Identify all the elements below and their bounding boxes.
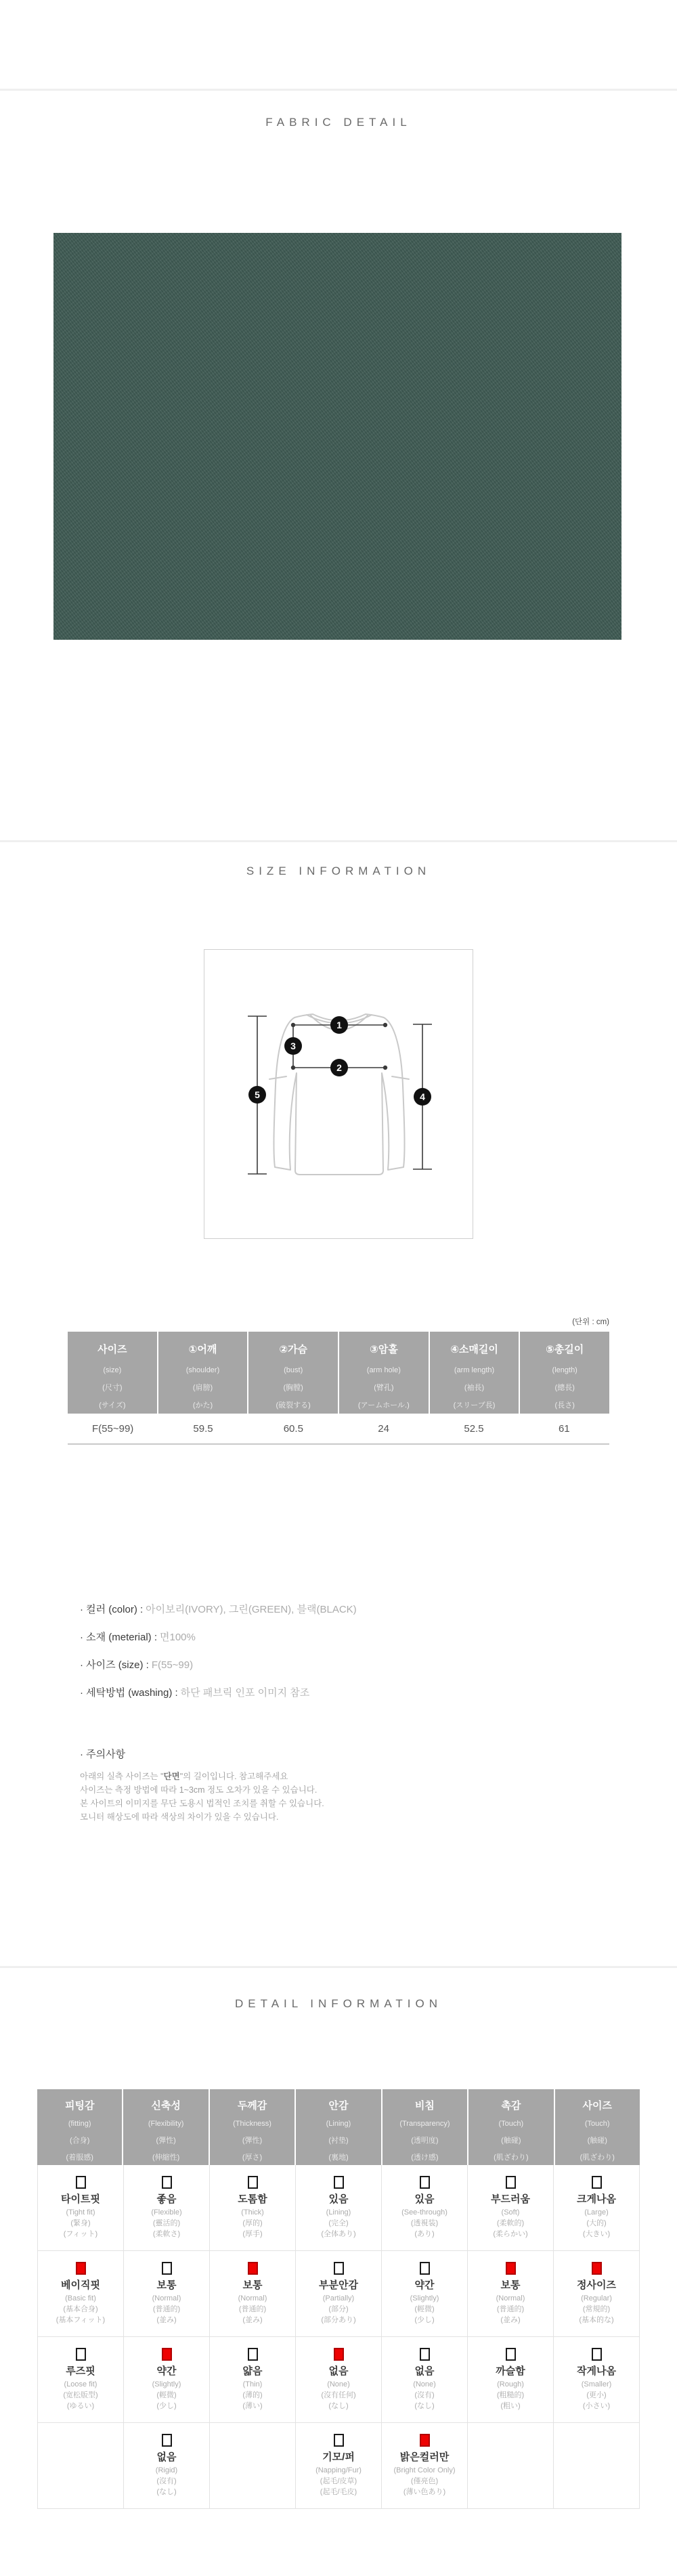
size-table-value: 60.5 [283, 1422, 303, 1435]
header-label-en: (bust) [284, 1366, 303, 1374]
header-label-jp: (サイズ) [99, 1401, 126, 1410]
option-label-jp: (なし) [328, 2402, 349, 2410]
option-label-cn: (柔軟的) [496, 2219, 525, 2227]
notice-line-bold: 단면 [163, 1772, 180, 1781]
option-label-ko: 약간 [156, 2365, 177, 2377]
header-label-cn: (彈性) [156, 2137, 176, 2145]
detail-table-cell [210, 2165, 296, 2250]
header-label-jp: (破裂する) [276, 1401, 311, 1410]
option-label-cn: (完全) [328, 2219, 349, 2227]
info-label: · 사이즈 (size) : [80, 1659, 149, 1671]
option-label-ko: 까슬함 [496, 2365, 525, 2377]
marker-3-label: 3 [290, 1041, 296, 1051]
header-label-ko: ④소매길이 [450, 1344, 498, 1355]
unit-note: (단위 : cm) [572, 1318, 609, 1326]
detail-header-cell [123, 2089, 208, 2165]
notice-line: 모니터 해상도에 따라 색상의 차이가 있을 수 있습니다. [80, 1812, 279, 1822]
size-information-heading: SIZE INFORMATION [246, 865, 431, 877]
marker-4-label: 4 [420, 1091, 425, 1102]
option-label-en: (None) [413, 2380, 436, 2388]
option-label-en: (Loose fit) [64, 2380, 97, 2388]
checkbox-icon [420, 2348, 430, 2361]
detail-table-cell [382, 2423, 468, 2508]
checkbox-icon [248, 2348, 258, 2361]
option-label-cn: (粗糙的) [496, 2391, 525, 2399]
option-label-cn: (常規的) [582, 2305, 611, 2313]
detail-header-cell [210, 2089, 294, 2165]
header-label-en: (Transparency) [399, 2120, 450, 2128]
detail-table-row [38, 2250, 639, 2336]
header-label-cn: (透明度) [411, 2137, 439, 2145]
option-label-jp: (小さい) [582, 2402, 611, 2410]
detail-table-cell [554, 2251, 639, 2336]
option-label-cn: (薄的) [242, 2391, 263, 2399]
option-label-en: (Normal) [496, 2294, 525, 2302]
checkbox-icon [76, 2348, 86, 2361]
header-label-en: (Thickness) [233, 2120, 271, 2128]
detail-table-cell [554, 2337, 639, 2422]
header-label-jp: (肌ざわり) [580, 2154, 615, 2162]
option-label-cn: (更小) [586, 2391, 607, 2399]
header-label-ko: ①어깨 [188, 1344, 217, 1355]
header-label-cn: (衬垫) [328, 2137, 349, 2145]
option-label-jp: (ゆるい) [66, 2402, 95, 2410]
option-label-ko: 부분안감 [319, 2279, 358, 2291]
option-label-jp: (起毛/毛皮) [320, 2488, 357, 2496]
option-label-cn: (緊身) [70, 2219, 91, 2227]
header-label-en: (fitting) [68, 2120, 91, 2128]
option-label-jp: (大きい) [582, 2230, 611, 2238]
header-label-en: (shoulder) [185, 1366, 220, 1374]
detail-header-cell [468, 2089, 553, 2165]
detail-table-cell [382, 2337, 468, 2422]
option-label-ko: 루즈핏 [66, 2365, 95, 2377]
checkbox-icon [592, 2348, 602, 2361]
option-label-jp: (薄い) [242, 2402, 263, 2410]
header-label-en: (arm hole) [366, 1366, 401, 1374]
option-label-ko: 도톰함 [238, 2193, 267, 2205]
header-label-cn: (彈性) [242, 2137, 263, 2145]
option-label-jp: (並み) [500, 2316, 521, 2324]
option-label-ko: 정사이즈 [577, 2279, 616, 2291]
option-label-en: (Thin) [242, 2380, 263, 2388]
header-label-cn: (触碰) [501, 2137, 521, 2145]
option-label-ko: 보통 [242, 2279, 263, 2291]
option-label-en: (Lining) [326, 2208, 351, 2217]
detail-table-cell [468, 2165, 554, 2250]
option-label-en: (Bright Color Only) [393, 2466, 456, 2474]
checkbox-icon [248, 2176, 258, 2189]
option-label-jp: (柔らかい) [493, 2230, 528, 2238]
detail-table-cell [210, 2423, 296, 2508]
detail-table-cell [296, 2423, 382, 2508]
option-label-jp: (基本フィット) [56, 2316, 106, 2324]
size-table-header-cell [158, 1332, 248, 1414]
checkbox-icon [506, 2176, 516, 2189]
detail-information-heading: DETAIL INFORMATION [234, 1997, 443, 2010]
header-label-ko: 안감 [328, 2100, 349, 2112]
option-label-en: (Thick) [241, 2208, 264, 2217]
option-label-ko: 밝은컬러만 [399, 2451, 450, 2463]
detail-table-cell [554, 2423, 639, 2508]
size-table-value: F(55~99) [92, 1422, 134, 1435]
option-label-en: (Normal) [238, 2294, 267, 2302]
header-label-en: (size) [103, 1366, 122, 1374]
size-table-data-row [68, 1414, 609, 1445]
info-label: · 소재 (meterial) : [80, 1632, 157, 1643]
checkbox-icon [76, 2176, 86, 2189]
option-label-ko: 약간 [414, 2279, 435, 2291]
detail-table-cell [382, 2251, 468, 2336]
option-label-ko: 작게나옴 [577, 2365, 616, 2377]
notice-title: · 주의사항 [80, 1749, 126, 1760]
detail-table-cell [554, 2165, 639, 2250]
option-label-en: (Large) [584, 2208, 609, 2217]
checkbox-icon [162, 2262, 172, 2275]
detail-table-cell [38, 2423, 124, 2508]
option-label-cn: (起毛/皮草) [320, 2477, 357, 2485]
shirt-measurement-diagram [204, 950, 473, 1238]
option-label-ko: 부드러움 [491, 2193, 530, 2205]
size-table-header-cell [339, 1332, 429, 1414]
option-label-en: (Basic fit) [65, 2294, 96, 2302]
option-label-jp: (柔軟さ) [152, 2230, 181, 2238]
header-label-en: (arm length) [454, 1366, 495, 1374]
header-label-jp: (着服感) [66, 2154, 93, 2162]
header-label-jp: (アームホール.) [357, 1401, 410, 1410]
header-label-ko: 사이즈 [97, 1344, 127, 1355]
checkbox-icon [420, 2262, 430, 2275]
checkbox-checked-icon [76, 2262, 86, 2275]
detail-table-cell [468, 2251, 554, 2336]
detail-table-cell [124, 2251, 210, 2336]
header-label-cn: (臂孔) [374, 1384, 394, 1392]
option-label-ko: 좋음 [156, 2193, 177, 2205]
size-table [68, 1332, 609, 1445]
option-label-ko: 없음 [328, 2365, 349, 2377]
header-label-cn: (胸膛) [283, 1384, 303, 1392]
header-label-ko: 두께감 [237, 2100, 267, 2112]
detail-header-cell [296, 2089, 380, 2165]
fabric-detail-heading: FABRIC DETAIL [265, 116, 412, 129]
option-label-jp: (フィット) [63, 2230, 98, 2238]
option-label-ko: 있음 [328, 2193, 349, 2205]
info-value: 아이보리(IVORY), 그린(GREEN), 블랙(BLACK) [146, 1604, 357, 1615]
detail-table-cell [38, 2251, 124, 2336]
size-table-value: 61 [558, 1422, 570, 1435]
detail-table-cell [468, 2337, 554, 2422]
section-divider [0, 840, 677, 842]
option-label-ko: 보통 [156, 2279, 177, 2291]
detail-table-cell [210, 2337, 296, 2422]
option-label-jp: (基本的な) [579, 2316, 614, 2324]
header-label-ko: 비침 [414, 2100, 435, 2112]
option-label-jp: (少し) [156, 2402, 177, 2410]
header-label-jp: (長さ) [554, 1401, 575, 1410]
header-label-en: (Lining) [326, 2120, 351, 2128]
detail-table-body [37, 2165, 640, 2509]
detail-table-cell [296, 2337, 382, 2422]
header-label-ko: ②가슴 [279, 1344, 308, 1355]
checkbox-icon [506, 2348, 516, 2361]
option-label-en: (None) [327, 2380, 350, 2388]
option-label-jp: (並み) [156, 2316, 177, 2324]
size-table-header-cell [68, 1332, 157, 1414]
notice-lines [80, 1770, 621, 1824]
detail-header-cell [383, 2089, 467, 2165]
notice-line [80, 1770, 621, 1783]
option-label-cn: (沒有) [414, 2391, 435, 2399]
detail-table-cell [296, 2165, 382, 2250]
header-label-jp: (伸縮性) [152, 2154, 180, 2162]
detail-table-cell [210, 2251, 296, 2336]
notice-line: 본 사이트의 이미지를 무단 도용시 법적인 조치를 취할 수 있습니다. [80, 1799, 324, 1808]
option-label-cn: (靈活的) [152, 2219, 181, 2227]
info-item [80, 1685, 621, 1699]
option-label-cn: (透視装) [410, 2219, 439, 2227]
detail-table-cell [468, 2423, 554, 2508]
option-label-jp: (なし) [156, 2488, 177, 2496]
option-label-jp: (粗い) [500, 2402, 521, 2410]
option-label-en: (Regular) [581, 2294, 612, 2302]
header-label-jp: (スリーブ長) [453, 1401, 496, 1410]
size-table-value: 24 [378, 1422, 389, 1435]
detail-table-row [38, 2336, 639, 2422]
option-label-cn: (輕微) [156, 2391, 177, 2399]
notice-section [80, 1747, 621, 1824]
header-label-ko: ⑤총길이 [546, 1344, 584, 1355]
size-table-value: 52.5 [464, 1422, 484, 1435]
header-label-jp: (透け感) [411, 2154, 439, 2162]
option-label-ko: 기모/퍼 [322, 2451, 355, 2463]
header-label-ko: 신축성 [151, 2100, 181, 2112]
header-label-en: (Touch) [584, 2120, 610, 2128]
option-label-en: (Slightly) [410, 2294, 439, 2302]
option-label-jp: (並み) [242, 2316, 263, 2324]
section-divider [0, 1966, 677, 1968]
option-label-jp: (厚手) [242, 2230, 263, 2238]
option-label-cn: (厚的) [242, 2219, 263, 2227]
detail-table-cell [38, 2165, 124, 2250]
checkbox-icon [334, 2262, 344, 2275]
option-label-en: (Napping/Fur) [315, 2466, 362, 2474]
option-label-cn: (普通的) [238, 2305, 267, 2313]
checkbox-icon [162, 2176, 172, 2189]
option-label-jp: (部分あり) [321, 2316, 356, 2324]
info-label: · 세탁방법 (washing) : [80, 1687, 178, 1699]
header-label-cn: (触碰) [587, 2137, 607, 2145]
header-label-cn: (合身) [70, 2137, 90, 2145]
header-label-en: (Flexibility) [148, 2120, 184, 2128]
option-label-cn: (僅亮色) [410, 2477, 439, 2485]
size-table-header-cell [520, 1332, 609, 1414]
option-label-jp: (あり) [414, 2230, 435, 2238]
header-label-ko: 피팅감 [64, 2100, 95, 2112]
header-label-ko: 촉감 [501, 2100, 521, 2112]
option-label-cn: (部分) [328, 2305, 349, 2313]
option-label-en: (Normal) [152, 2294, 181, 2302]
checkbox-checked-icon [334, 2348, 344, 2361]
option-label-cn: (輕微) [414, 2305, 435, 2313]
option-label-cn: (沒有) [156, 2477, 177, 2485]
notice-line-post: "의 길이입니다. 참고해주세요 [179, 1772, 288, 1781]
header-label-cn: (肩膀) [192, 1384, 213, 1392]
detail-table-header-row [37, 2089, 640, 2165]
info-value: F(55~99) [151, 1659, 194, 1671]
option-label-en: (Rough) [497, 2380, 524, 2388]
checkbox-checked-icon [592, 2262, 602, 2275]
option-label-en: (Rigid) [155, 2466, 178, 2474]
header-label-cn: (袖長) [464, 1384, 485, 1392]
checkbox-icon [334, 2434, 344, 2447]
marker-5-label: 5 [255, 1089, 260, 1100]
option-label-en: (Partially) [322, 2294, 355, 2302]
header-label-jp: (かた) [192, 1401, 213, 1410]
option-label-en: (Slightly) [152, 2380, 181, 2388]
header-label-cn: (總長) [554, 1384, 575, 1392]
option-label-ko: 없음 [414, 2365, 435, 2377]
marker-2-label: 2 [336, 1062, 342, 1073]
option-label-ko: 베이직핏 [61, 2279, 100, 2291]
detail-header-cell [555, 2089, 640, 2165]
notice-line: 사이즈는 측정 방법에 따라 1~3cm 정도 오차가 있을 수 있습니다. [80, 1785, 318, 1795]
header-label-en: (length) [552, 1366, 577, 1374]
header-label-cn: (尺寸) [102, 1384, 123, 1392]
detail-table-row [38, 2165, 639, 2250]
size-diagram [204, 949, 473, 1239]
option-label-jp: (薄い色あり) [403, 2488, 446, 2496]
info-item [80, 1657, 621, 1672]
header-label-ko: ③암홀 [370, 1344, 398, 1355]
option-label-cn: (普通的) [496, 2305, 525, 2313]
option-label-cn: (基本合身) [63, 2305, 98, 2313]
info-value: 면100% [160, 1632, 196, 1643]
notice-line-pre: 아래의 실측 사이즈는 " [80, 1772, 164, 1781]
option-label-ko: 없음 [156, 2451, 177, 2463]
checkbox-icon [592, 2176, 602, 2189]
size-table-header-cell [248, 1332, 338, 1414]
option-label-jp: (全体あり) [321, 2230, 356, 2238]
header-label-ko: 사이즈 [582, 2100, 612, 2112]
option-label-en: (Tight fit) [66, 2208, 95, 2217]
checkbox-icon [420, 2176, 430, 2189]
fabric-closeup-photo [53, 233, 621, 640]
checkbox-checked-icon [248, 2262, 258, 2275]
option-label-ko: 보통 [500, 2279, 521, 2291]
option-label-en: (Smaller) [581, 2380, 612, 2388]
option-label-ko: 얇음 [242, 2365, 263, 2377]
option-label-cn: (沒有任何) [321, 2391, 356, 2399]
option-label-en: (Flexible) [151, 2208, 182, 2217]
detail-header-cell [37, 2089, 122, 2165]
detail-table-cell [296, 2251, 382, 2336]
header-label-jp: (厚さ) [242, 2154, 263, 2162]
section-divider [0, 89, 677, 91]
checkbox-checked-icon [162, 2348, 172, 2361]
option-label-jp: (少し) [414, 2316, 435, 2324]
checkbox-icon [162, 2434, 172, 2447]
option-label-ko: 크게나옴 [577, 2193, 616, 2205]
option-label-ko: 있음 [414, 2193, 435, 2205]
option-label-cn: (普通的) [152, 2305, 181, 2313]
info-item [80, 1630, 621, 1644]
option-label-cn: (宽松版型) [63, 2391, 98, 2399]
detail-table-row [38, 2422, 639, 2508]
size-table-header-row [68, 1332, 609, 1414]
info-value: 하단 패브릭 인포 이미지 참조 [180, 1687, 310, 1699]
size-table-value: 59.5 [193, 1422, 213, 1435]
size-table-header-cell [430, 1332, 519, 1414]
detail-table [37, 2089, 640, 2509]
option-label-ko: 타이트핏 [61, 2193, 100, 2205]
detail-table-cell [38, 2337, 124, 2422]
option-label-cn: (大的) [586, 2219, 607, 2227]
detail-table-cell [382, 2165, 468, 2250]
detail-table-cell [124, 2423, 210, 2508]
option-label-jp: (なし) [414, 2402, 435, 2410]
info-label: · 컬러 (color) : [80, 1604, 144, 1615]
header-label-jp: (裏地) [328, 2154, 349, 2162]
detail-table-cell [124, 2165, 210, 2250]
info-item [80, 1602, 621, 1616]
marker-1-label: 1 [336, 1020, 342, 1030]
checkbox-checked-icon [506, 2262, 516, 2275]
header-label-jp: (肌ざわり) [494, 2154, 529, 2162]
product-info-list [80, 1602, 621, 1713]
checkbox-checked-icon [420, 2434, 430, 2447]
option-label-en: (See-through) [401, 2208, 447, 2217]
detail-table-cell [124, 2337, 210, 2422]
header-label-en: (Touch) [498, 2120, 524, 2128]
checkbox-icon [334, 2176, 344, 2189]
option-label-en: (Soft) [501, 2208, 520, 2217]
